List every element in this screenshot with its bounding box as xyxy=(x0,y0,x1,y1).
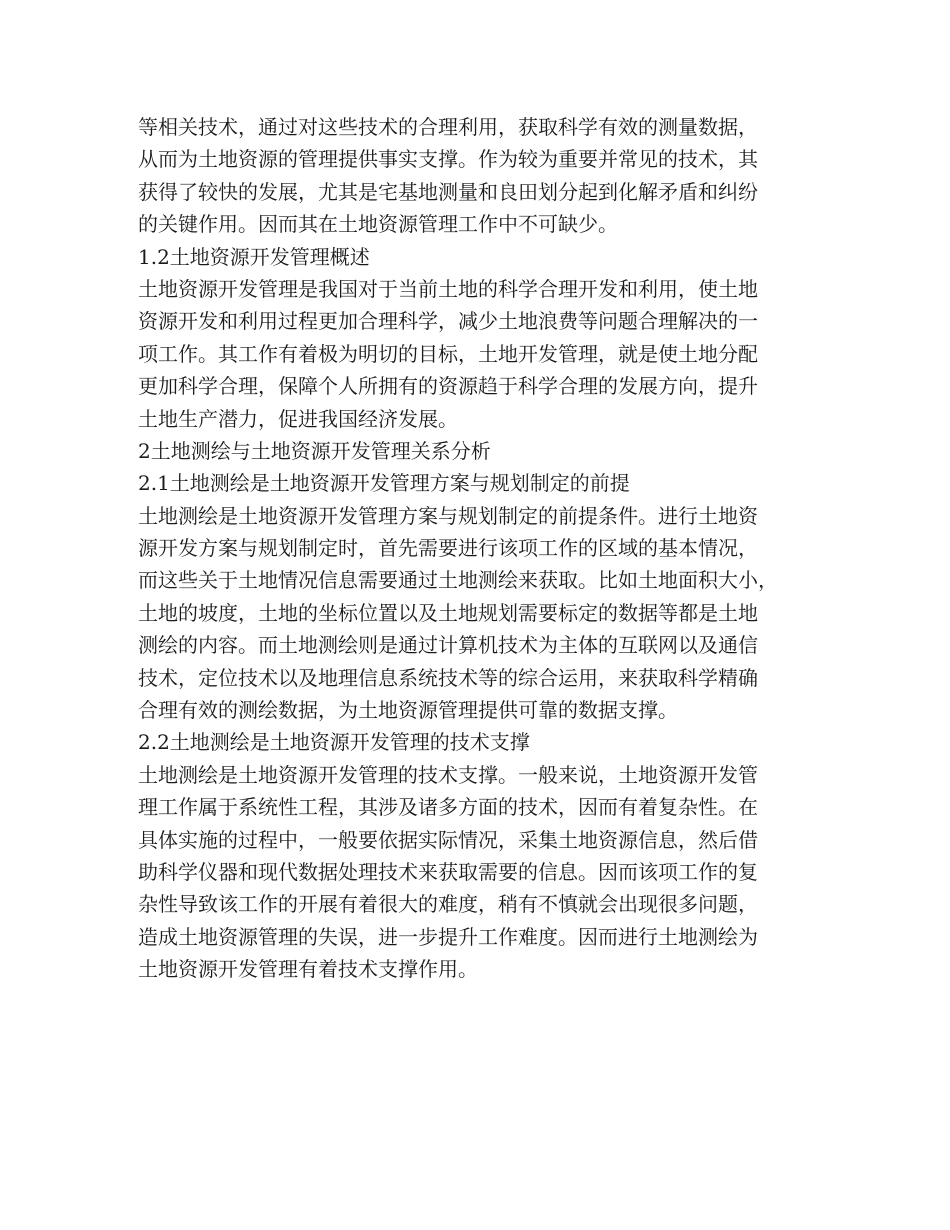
text-line: 土地生产潜力，促进我国经济发展。 xyxy=(138,406,458,431)
text-line: 理工作属于系统性工程，其涉及诸多方面的技术，因而有着复杂性。在 xyxy=(138,795,758,820)
text-line: 土地资源开发管理有着技术支撑作用。 xyxy=(138,957,478,982)
text-line: 源开发方案与规划制定时，首先需要进行该项工作的区域的基本情况， xyxy=(138,536,758,561)
section-heading: 1.2土地资源开发管理概述 xyxy=(138,244,370,269)
section-heading: 2.1土地测绘是土地资源开发管理方案与规划制定的前提 xyxy=(138,471,630,496)
text-line: 土地测绘是土地资源开发管理方案与规划制定的前提条件。进行土地资 xyxy=(138,503,758,528)
text-line: 从而为土地资源的管理提供事实支撑。作为较为重要并常见的技术，其 xyxy=(138,147,758,172)
text-line: 具体实施的过程中，一般要依据实际情况，采集土地资源信息，然后借 xyxy=(138,827,758,852)
text-line: 土地资源开发管理是我国对于当前土地的科学合理开发和利用，使土地 xyxy=(138,276,758,301)
text-line: 更加科学合理，保障个人所拥有的资源趋于科学合理的发展方向，提升 xyxy=(138,374,758,399)
text-line: 土地测绘是土地资源开发管理的技术支撑。一般来说，土地资源开发管 xyxy=(138,762,758,787)
text-line: 获得了较快的发展，尤其是宅基地测量和良田划分起到化解矛盾和纠纷 xyxy=(138,179,758,204)
text-line: 土地的坡度，土地的坐标位置以及土地规划需要标定的数据等都是土地 xyxy=(138,600,758,625)
text-line: 合理有效的测绘数据，为土地资源管理提供可靠的数据支撑。 xyxy=(138,698,678,723)
text-line: 项工作。其工作有着极为明切的目标，土地开发管理，就是使土地分配 xyxy=(138,341,758,366)
text-line: 而这些关于土地情况信息需要通过土地测绘来获取。比如土地面积大小， xyxy=(138,568,778,593)
text-line: 的关键作用。因而其在土地资源管理工作中不可缺少。 xyxy=(138,212,618,237)
section-heading: 2.2土地测绘是土地资源开发管理的技术支撑 xyxy=(138,730,530,755)
text-line: 技术，定位技术以及地理信息系统技术等的综合运用，来获取科学精确 xyxy=(138,665,758,690)
text-line: 造成土地资源管理的失误，进一步提升工作难度。因而进行土地测绘为 xyxy=(138,924,758,949)
text-line: 助科学仪器和现代数据处理技术来获取需要的信息。因而该项工作的复 xyxy=(138,859,758,884)
text-line: 等相关技术，通过对这些技术的合理利用，获取科学有效的测量数据， xyxy=(138,115,758,139)
section-heading: 2土地测绘与土地资源开发管理关系分析 xyxy=(138,438,491,463)
text-line: 杂性导致该工作的开展有着很大的难度，稍有不慎就会出现很多问题， xyxy=(138,892,758,917)
text-line: 资源开发和利用过程更加合理科学，减少土地浪费等问题合理解决的一 xyxy=(138,309,758,334)
document-body xyxy=(138,111,828,986)
text-line: 测绘的内容。而土地测绘则是通过计算机技术为主体的互联网以及通信 xyxy=(138,633,758,658)
